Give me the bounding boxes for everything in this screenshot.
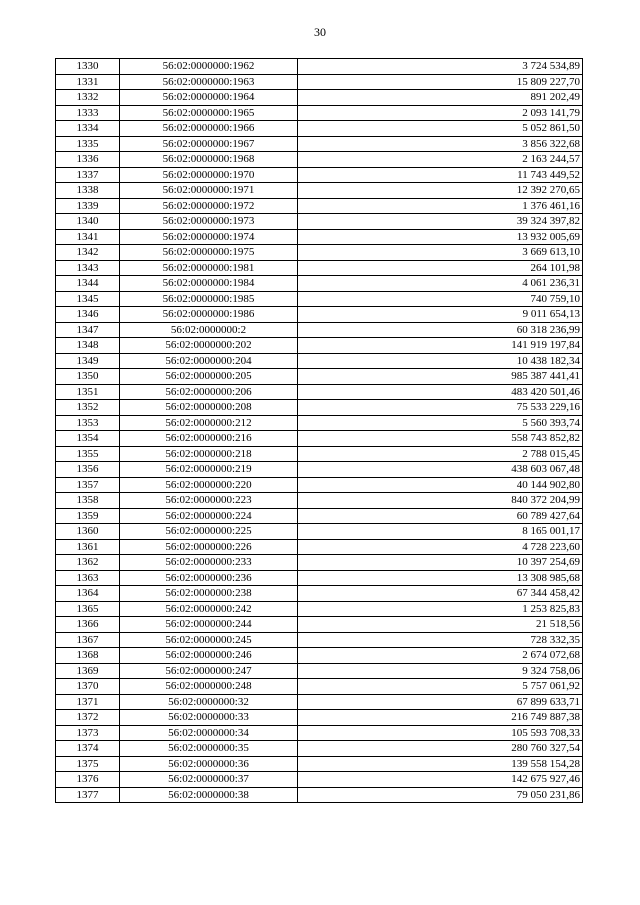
cadastral-value-cell: 2 093 141,79 xyxy=(298,105,583,121)
cadastral-value-cell: 2 788 015,45 xyxy=(298,446,583,462)
cadastral-value-cell: 1 376 461,16 xyxy=(298,198,583,214)
row-number-cell: 1374 xyxy=(56,741,120,757)
table-row xyxy=(56,787,583,803)
cadastral-number-cell: 56:02:0000000:1964 xyxy=(120,90,298,106)
cadastral-value-table xyxy=(55,58,583,803)
cadastral-number-cell: 56:02:0000000:206 xyxy=(120,384,298,400)
cadastral-number-cell: 56:02:0000000:218 xyxy=(120,446,298,462)
row-number-cell: 1339 xyxy=(56,198,120,214)
table-row xyxy=(56,601,583,617)
table-row xyxy=(56,291,583,307)
cadastral-number-cell: 56:02:0000000:225 xyxy=(120,524,298,540)
cadastral-number-cell: 56:02:0000000:223 xyxy=(120,493,298,509)
cadastral-number-cell: 56:02:0000000:1962 xyxy=(120,59,298,75)
table-row xyxy=(56,415,583,431)
table-row xyxy=(56,136,583,152)
cadastral-number-cell: 56:02:0000000:233 xyxy=(120,555,298,571)
cadastral-value-cell: 740 759,10 xyxy=(298,291,583,307)
cadastral-number-cell: 56:02:0000000:224 xyxy=(120,508,298,524)
table-row xyxy=(56,710,583,726)
table-row xyxy=(56,524,583,540)
row-number-cell: 1369 xyxy=(56,663,120,679)
row-number-cell: 1341 xyxy=(56,229,120,245)
table-row xyxy=(56,400,583,416)
table-row xyxy=(56,446,583,462)
row-number-cell: 1347 xyxy=(56,322,120,338)
cadastral-number-cell: 56:02:0000000:1985 xyxy=(120,291,298,307)
cadastral-value-cell: 891 202,49 xyxy=(298,90,583,106)
cadastral-number-cell: 56:02:0000000:226 xyxy=(120,539,298,555)
row-number-cell: 1342 xyxy=(56,245,120,261)
row-number-cell: 1346 xyxy=(56,307,120,323)
table-row xyxy=(56,353,583,369)
row-number-cell: 1366 xyxy=(56,617,120,633)
cadastral-number-cell: 56:02:0000000:246 xyxy=(120,648,298,664)
table-row xyxy=(56,431,583,447)
cadastral-number-cell: 56:02:0000000:242 xyxy=(120,601,298,617)
cadastral-number-cell: 56:02:0000000:208 xyxy=(120,400,298,416)
cadastral-value-cell: 9 324 758,06 xyxy=(298,663,583,679)
table-row xyxy=(56,152,583,168)
table-row xyxy=(56,617,583,633)
row-number-cell: 1353 xyxy=(56,415,120,431)
row-number-cell: 1334 xyxy=(56,121,120,137)
row-number-cell: 1344 xyxy=(56,276,120,292)
table-row xyxy=(56,198,583,214)
cadastral-value-cell: 12 392 270,65 xyxy=(298,183,583,199)
row-number-cell: 1365 xyxy=(56,601,120,617)
cadastral-number-cell: 56:02:0000000:219 xyxy=(120,462,298,478)
cadastral-value-cell: 39 324 397,82 xyxy=(298,214,583,230)
cadastral-value-cell: 79 050 231,86 xyxy=(298,787,583,803)
cadastral-number-cell: 56:02:0000000:34 xyxy=(120,725,298,741)
table-row xyxy=(56,725,583,741)
row-number-cell: 1350 xyxy=(56,369,120,385)
cadastral-number-cell: 56:02:0000000:1965 xyxy=(120,105,298,121)
cadastral-number-cell: 56:02:0000000:245 xyxy=(120,632,298,648)
row-number-cell: 1338 xyxy=(56,183,120,199)
cadastral-number-cell: 56:02:0000000:202 xyxy=(120,338,298,354)
cadastral-value-cell: 3 669 613,10 xyxy=(298,245,583,261)
table-row xyxy=(56,307,583,323)
row-number-cell: 1340 xyxy=(56,214,120,230)
cadastral-value-cell: 13 308 985,68 xyxy=(298,570,583,586)
cadastral-value-cell: 728 332,35 xyxy=(298,632,583,648)
table-row xyxy=(56,105,583,121)
cadastral-number-cell: 56:02:0000000:37 xyxy=(120,772,298,788)
cadastral-value-cell: 15 809 227,70 xyxy=(298,74,583,90)
cadastral-value-cell: 5 052 861,50 xyxy=(298,121,583,137)
row-number-cell: 1348 xyxy=(56,338,120,354)
table-row xyxy=(56,462,583,478)
cadastral-value-cell: 4 061 236,31 xyxy=(298,276,583,292)
cadastral-number-cell: 56:02:0000000:36 xyxy=(120,756,298,772)
table-row xyxy=(56,121,583,137)
cadastral-number-cell: 56:02:0000000:212 xyxy=(120,415,298,431)
row-number-cell: 1335 xyxy=(56,136,120,152)
table-row xyxy=(56,322,583,338)
row-number-cell: 1376 xyxy=(56,772,120,788)
table-row xyxy=(56,90,583,106)
cadastral-number-cell: 56:02:0000000:1971 xyxy=(120,183,298,199)
cadastral-number-cell: 56:02:0000000:236 xyxy=(120,570,298,586)
row-number-cell: 1354 xyxy=(56,431,120,447)
cadastral-number-cell: 56:02:0000000:216 xyxy=(120,431,298,447)
cadastral-number-cell: 56:02:0000000:1973 xyxy=(120,214,298,230)
cadastral-number-cell: 56:02:0000000:204 xyxy=(120,353,298,369)
cadastral-value-cell: 40 144 902,80 xyxy=(298,477,583,493)
row-number-cell: 1351 xyxy=(56,384,120,400)
cadastral-value-cell: 67 344 458,42 xyxy=(298,586,583,602)
cadastral-value-cell: 3 856 322,68 xyxy=(298,136,583,152)
table-row xyxy=(56,586,583,602)
cadastral-number-cell: 56:02:0000000:33 xyxy=(120,710,298,726)
cadastral-value-cell: 75 533 229,16 xyxy=(298,400,583,416)
cadastral-value-cell: 985 387 441,41 xyxy=(298,369,583,385)
row-number-cell: 1356 xyxy=(56,462,120,478)
cadastral-number-cell: 56:02:0000000:1972 xyxy=(120,198,298,214)
table-row xyxy=(56,570,583,586)
table-row xyxy=(56,694,583,710)
row-number-cell: 1336 xyxy=(56,152,120,168)
table-row xyxy=(56,276,583,292)
table-row xyxy=(56,741,583,757)
cadastral-value-cell: 105 593 708,33 xyxy=(298,725,583,741)
row-number-cell: 1359 xyxy=(56,508,120,524)
table-row xyxy=(56,245,583,261)
cadastral-value-cell: 2 674 072,68 xyxy=(298,648,583,664)
row-number-cell: 1331 xyxy=(56,74,120,90)
table-row xyxy=(56,167,583,183)
row-number-cell: 1367 xyxy=(56,632,120,648)
cadastral-value-cell: 11 743 449,52 xyxy=(298,167,583,183)
row-number-cell: 1362 xyxy=(56,555,120,571)
row-number-cell: 1373 xyxy=(56,725,120,741)
row-number-cell: 1332 xyxy=(56,90,120,106)
row-number-cell: 1377 xyxy=(56,787,120,803)
cadastral-number-cell: 56:02:0000000:1984 xyxy=(120,276,298,292)
row-number-cell: 1358 xyxy=(56,493,120,509)
cadastral-value-cell: 10 438 182,34 xyxy=(298,353,583,369)
row-number-cell: 1360 xyxy=(56,524,120,540)
page-number: 30 xyxy=(314,25,326,39)
cadastral-value-cell: 3 724 534,89 xyxy=(298,59,583,75)
table-row xyxy=(56,369,583,385)
cadastral-value-cell: 5 757 061,92 xyxy=(298,679,583,695)
cadastral-value-cell: 10 397 254,69 xyxy=(298,555,583,571)
table-row xyxy=(56,555,583,571)
row-number-cell: 1345 xyxy=(56,291,120,307)
cadastral-value-cell: 60 789 427,64 xyxy=(298,508,583,524)
row-number-cell: 1364 xyxy=(56,586,120,602)
table-row xyxy=(56,214,583,230)
cadastral-number-cell: 56:02:0000000:205 xyxy=(120,369,298,385)
cadastral-number-cell: 56:02:0000000:32 xyxy=(120,694,298,710)
cadastral-number-cell: 56:02:0000000:2 xyxy=(120,322,298,338)
cadastral-number-cell: 56:02:0000000:244 xyxy=(120,617,298,633)
table-row xyxy=(56,663,583,679)
table-row xyxy=(56,59,583,75)
table-row xyxy=(56,260,583,276)
cadastral-value-cell: 5 560 393,74 xyxy=(298,415,583,431)
cadastral-value-cell: 139 558 154,28 xyxy=(298,756,583,772)
cadastral-number-cell: 56:02:0000000:238 xyxy=(120,586,298,602)
table-row xyxy=(56,74,583,90)
cadastral-number-cell: 56:02:0000000:1974 xyxy=(120,229,298,245)
cadastral-value-cell: 21 518,56 xyxy=(298,617,583,633)
cadastral-number-cell: 56:02:0000000:220 xyxy=(120,477,298,493)
row-number-cell: 1343 xyxy=(56,260,120,276)
cadastral-value-cell: 438 603 067,48 xyxy=(298,462,583,478)
cadastral-number-cell: 56:02:0000000:1968 xyxy=(120,152,298,168)
cadastral-value-cell: 264 101,98 xyxy=(298,260,583,276)
row-number-cell: 1361 xyxy=(56,539,120,555)
cadastral-value-cell: 60 318 236,99 xyxy=(298,322,583,338)
cadastral-number-cell: 56:02:0000000:1986 xyxy=(120,307,298,323)
table-row xyxy=(56,632,583,648)
row-number-cell: 1355 xyxy=(56,446,120,462)
table-row xyxy=(56,183,583,199)
row-number-cell: 1370 xyxy=(56,679,120,695)
row-number-cell: 1357 xyxy=(56,477,120,493)
table-row xyxy=(56,508,583,524)
cadastral-value-cell: 2 163 244,57 xyxy=(298,152,583,168)
cadastral-number-cell: 56:02:0000000:248 xyxy=(120,679,298,695)
row-number-cell: 1333 xyxy=(56,105,120,121)
cadastral-number-cell: 56:02:0000000:1970 xyxy=(120,167,298,183)
row-number-cell: 1368 xyxy=(56,648,120,664)
table-row xyxy=(56,772,583,788)
cadastral-value-cell: 216 749 887,38 xyxy=(298,710,583,726)
cadastral-number-cell: 56:02:0000000:1967 xyxy=(120,136,298,152)
cadastral-number-cell: 56:02:0000000:1975 xyxy=(120,245,298,261)
row-number-cell: 1337 xyxy=(56,167,120,183)
table-row xyxy=(56,477,583,493)
table-row xyxy=(56,493,583,509)
row-number-cell: 1371 xyxy=(56,694,120,710)
row-number-cell: 1363 xyxy=(56,570,120,586)
cadastral-value-cell: 1 253 825,83 xyxy=(298,601,583,617)
cadastral-number-cell: 56:02:0000000:38 xyxy=(120,787,298,803)
row-number-cell: 1352 xyxy=(56,400,120,416)
cadastral-number-cell: 56:02:0000000:247 xyxy=(120,663,298,679)
cadastral-value-cell: 13 932 005,69 xyxy=(298,229,583,245)
table-row xyxy=(56,539,583,555)
row-number-cell: 1330 xyxy=(56,59,120,75)
table-row xyxy=(56,648,583,664)
table-body xyxy=(56,59,583,803)
table-row xyxy=(56,338,583,354)
cadastral-value-cell: 4 728 223,60 xyxy=(298,539,583,555)
row-number-cell: 1372 xyxy=(56,710,120,726)
cadastral-number-cell: 56:02:0000000:35 xyxy=(120,741,298,757)
cadastral-value-cell: 9 011 654,13 xyxy=(298,307,583,323)
row-number-cell: 1375 xyxy=(56,756,120,772)
cadastral-number-cell: 56:02:0000000:1966 xyxy=(120,121,298,137)
cadastral-value-cell: 8 165 001,17 xyxy=(298,524,583,540)
cadastral-value-cell: 840 372 204,99 xyxy=(298,493,583,509)
table-row xyxy=(56,679,583,695)
table-row xyxy=(56,229,583,245)
cadastral-value-cell: 141 919 197,84 xyxy=(298,338,583,354)
cadastral-value-cell: 558 743 852,82 xyxy=(298,431,583,447)
cadastral-value-cell: 280 760 327,54 xyxy=(298,741,583,757)
table-row xyxy=(56,384,583,400)
row-number-cell: 1349 xyxy=(56,353,120,369)
table-row xyxy=(56,756,583,772)
cadastral-value-cell: 67 899 633,71 xyxy=(298,694,583,710)
cadastral-number-cell: 56:02:0000000:1963 xyxy=(120,74,298,90)
cadastral-value-cell: 142 675 927,46 xyxy=(298,772,583,788)
cadastral-value-cell: 483 420 501,46 xyxy=(298,384,583,400)
cadastral-number-cell: 56:02:0000000:1981 xyxy=(120,260,298,276)
